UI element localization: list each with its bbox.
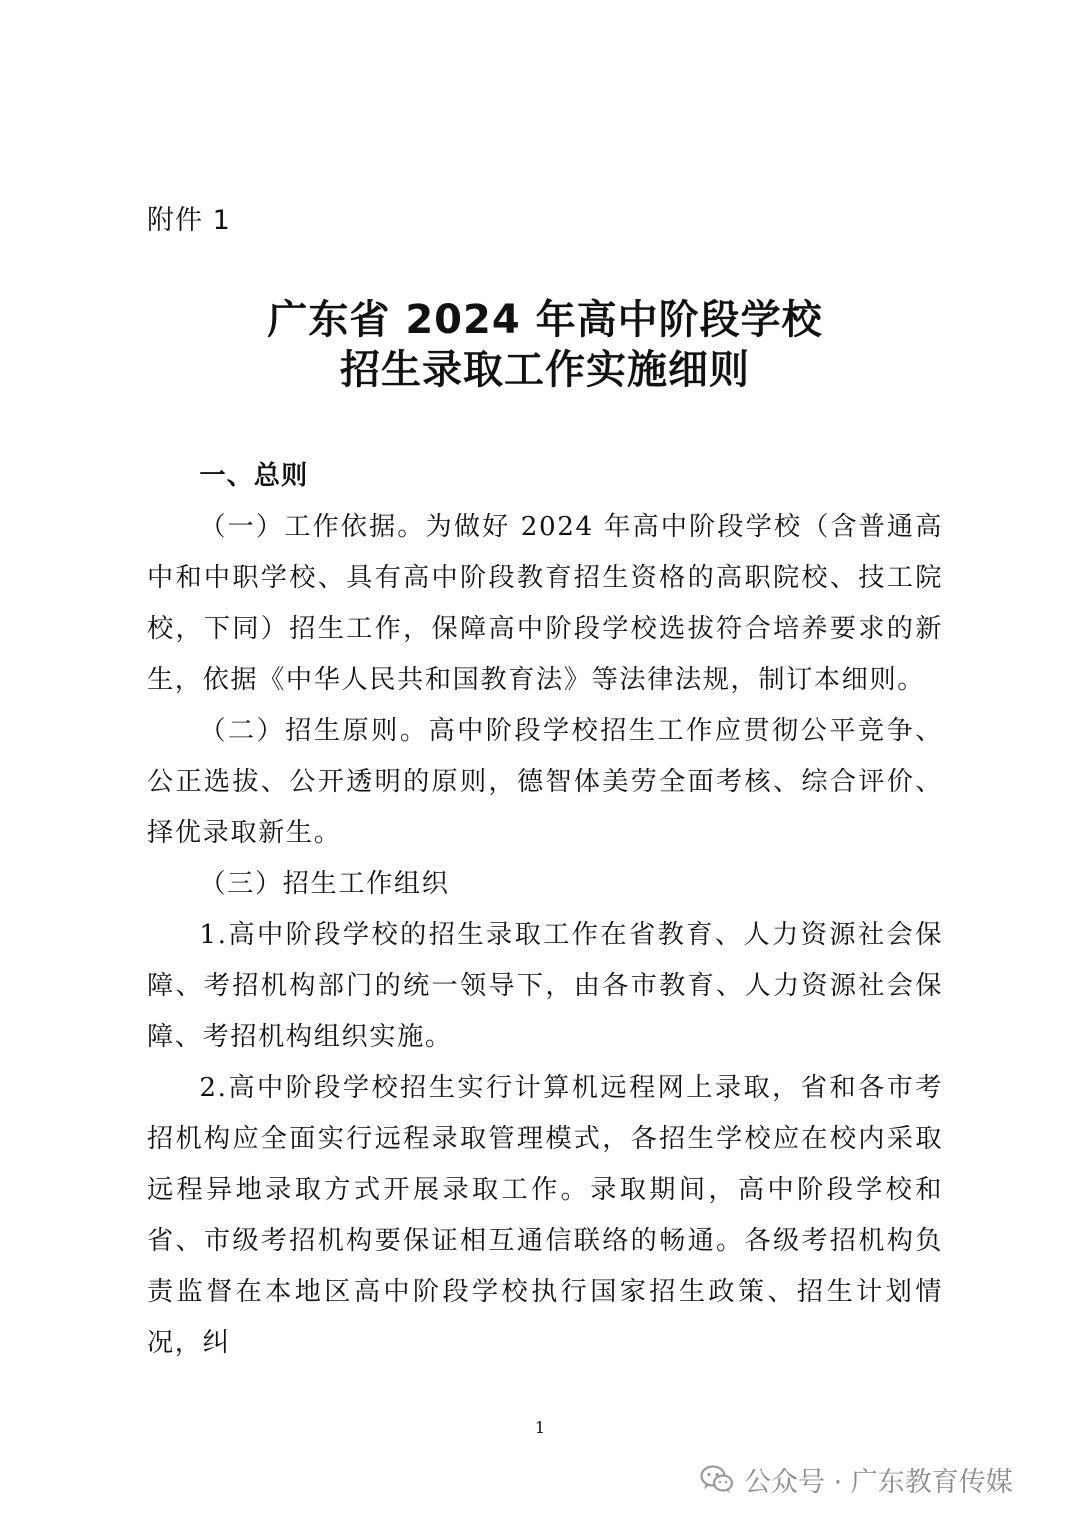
watermark-text: 公众号 · 广东教育传媒: [744, 1466, 1013, 1498]
paragraph: （一）工作依据。为做好 2024 年高中阶段学校（含普通高中和中职学校、具有高中阶段教育招生资格的高职院校、技工院校，下同）招生工作，保障高中阶段学校选拔符合培养要求的新生，依据《中华人民共和国教育法》等法律法规，制订本细则。: [147, 512, 943, 695]
subsection-heading: （三）招生工作组织: [199, 869, 450, 899]
paragraph: （二）招生原则。高中阶段学校招生工作应贯彻公平竞争、公正选拔、公开透明的原则，德智体美劳全面考核、综合评价、择优录取新生。: [147, 716, 943, 848]
paragraph: 1.高中阶段学校的招生录取工作在省教育、人力资源社会保障、考招机构部门的统一领导下，由各市教育、人力资源社会保障、考招机构组织实施。: [147, 920, 943, 1052]
watermark: [700, 1457, 1013, 1501]
document-title-line-2: 招生录取工作实施细则: [340, 347, 750, 393]
attachment-label: 附件 1: [147, 205, 231, 236]
document-title-line-1: 广东省 2024 年高中阶段学校: [267, 297, 823, 343]
wechat-icon: [700, 1464, 734, 1494]
section-heading: 一、总则: [199, 461, 309, 491]
paragraph: 2.高中阶段学校招生实行计算机远程网上录取，省和各市考招机构应全面实行远程录取管理模式，各招生学校应在校内采取远程异地录取方式开展录取工作。录取期间，高中阶段学校和省、市级考招机构要保证相互通信联络的畅通。各级考招机构负责监督在本地区高中阶段学校执行国家招生政策、招生计划情况，纠: [147, 1073, 943, 1358]
page-number: 1: [534, 1418, 546, 1437]
document-body: [147, 451, 943, 1369]
